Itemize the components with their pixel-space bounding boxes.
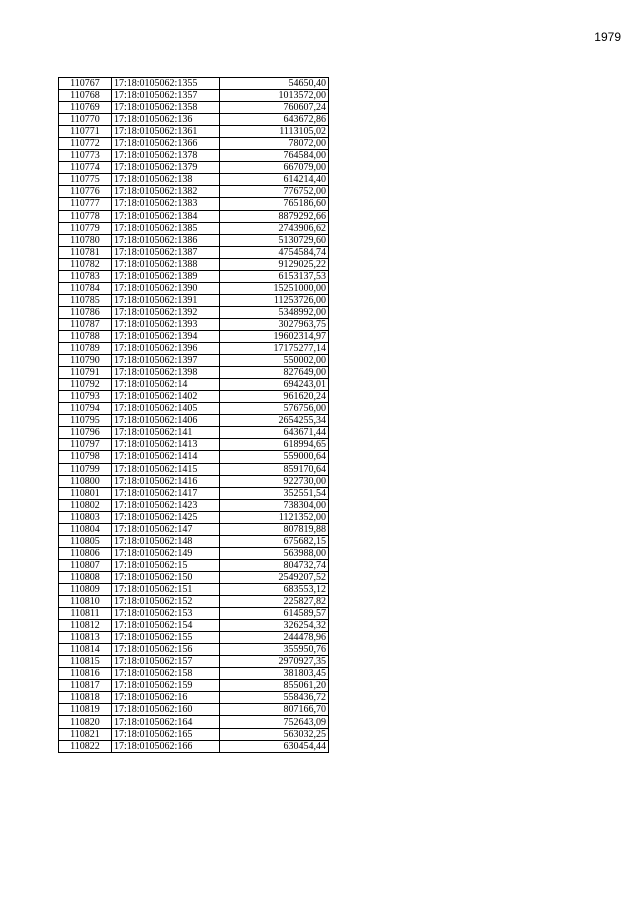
row-id-cell: 110788 [59, 330, 112, 342]
table-row [59, 728, 329, 740]
table-row [59, 535, 329, 547]
cadastral-number-cell: 17:18:0105062:1391 [112, 294, 220, 306]
cadastral-value-cell: 1013572,00 [220, 90, 329, 102]
cadastral-value-cell: 961620,24 [220, 391, 329, 403]
table-row [59, 680, 329, 692]
cadastral-value-cell: 3027963,75 [220, 318, 329, 330]
row-id-cell: 110796 [59, 427, 112, 439]
table-row [59, 355, 329, 367]
table-row [59, 162, 329, 174]
row-id-cell: 110799 [59, 463, 112, 475]
cadastral-number-cell: 17:18:0105062:136 [112, 114, 220, 126]
table-row [59, 198, 329, 210]
cadastral-number-cell: 17:18:0105062:16 [112, 692, 220, 704]
cadastral-value-cell: 17175277,14 [220, 343, 329, 355]
cadastral-value-cell: 765186,60 [220, 198, 329, 210]
cadastral-number-cell: 17:18:0105062:15 [112, 559, 220, 571]
table-row [59, 704, 329, 716]
cadastral-number-cell: 17:18:0105062:158 [112, 668, 220, 680]
cadastral-number-cell: 17:18:0105062:1417 [112, 487, 220, 499]
cadastral-value-cell: 5348992,00 [220, 306, 329, 318]
row-id-cell: 110803 [59, 511, 112, 523]
cadastral-value-cell: 550002,00 [220, 355, 329, 367]
cadastral-value-cell: 2654255,34 [220, 415, 329, 427]
cadastral-value-cell: 244478,96 [220, 632, 329, 644]
row-id-cell: 110805 [59, 535, 112, 547]
cadastral-value-cell: 2743906,62 [220, 222, 329, 234]
table-body [59, 78, 329, 753]
table-row [59, 583, 329, 595]
table-row [59, 668, 329, 680]
cadastral-number-cell: 17:18:0105062:1393 [112, 318, 220, 330]
row-id-cell: 110782 [59, 258, 112, 270]
row-id-cell: 110786 [59, 306, 112, 318]
row-id-cell: 110812 [59, 620, 112, 632]
table-row [59, 138, 329, 150]
row-id-cell: 110797 [59, 439, 112, 451]
cadastral-number-cell: 17:18:0105062:1378 [112, 150, 220, 162]
cadastral-value-cell: 9129025,22 [220, 258, 329, 270]
table-row [59, 126, 329, 138]
table-row [59, 294, 329, 306]
row-id-cell: 110772 [59, 138, 112, 150]
row-id-cell: 110810 [59, 596, 112, 608]
cadastral-value-cell: 8879292,66 [220, 210, 329, 222]
row-id-cell: 110807 [59, 559, 112, 571]
cadastral-value-cell: 15251000,00 [220, 282, 329, 294]
cadastral-number-cell: 17:18:0105062:1392 [112, 306, 220, 318]
row-id-cell: 110793 [59, 391, 112, 403]
row-id-cell: 110779 [59, 222, 112, 234]
row-id-cell: 110791 [59, 367, 112, 379]
cadastral-value-cell: 6153137,53 [220, 270, 329, 282]
cadastral-number-cell: 17:18:0105062:138 [112, 174, 220, 186]
cadastral-number-cell: 17:18:0105062:165 [112, 728, 220, 740]
cadastral-number-cell: 17:18:0105062:160 [112, 704, 220, 716]
cadastral-value-cell: 738304,00 [220, 499, 329, 511]
cadastral-value-cell: 630454,44 [220, 740, 329, 752]
row-id-cell: 110818 [59, 692, 112, 704]
cadastral-number-cell: 17:18:0105062:155 [112, 632, 220, 644]
row-id-cell: 110776 [59, 186, 112, 198]
row-id-cell: 110800 [59, 475, 112, 487]
cadastral-value-cell: 859170,64 [220, 463, 329, 475]
table-row [59, 716, 329, 728]
cadastral-value-cell: 694243,01 [220, 379, 329, 391]
cadastral-value-cell: 760607,24 [220, 102, 329, 114]
table-row [59, 90, 329, 102]
cadastral-value-cell: 19602314,97 [220, 330, 329, 342]
cadastral-value-cell: 776752,00 [220, 186, 329, 198]
cadastral-value-cell: 807819,88 [220, 523, 329, 535]
cadastral-number-cell: 17:18:0105062:150 [112, 571, 220, 583]
table-row [59, 306, 329, 318]
cadastral-number-cell: 17:18:0105062:154 [112, 620, 220, 632]
table-row [59, 596, 329, 608]
cadastral-number-cell: 17:18:0105062:1389 [112, 270, 220, 282]
cadastral-value-cell: 355950,76 [220, 644, 329, 656]
cadastral-number-cell: 17:18:0105062:1358 [112, 102, 220, 114]
cadastral-value-cell: 1113105,02 [220, 126, 329, 138]
table-row [59, 210, 329, 222]
cadastral-value-cell: 827649,00 [220, 367, 329, 379]
row-id-cell: 110821 [59, 728, 112, 740]
row-id-cell: 110813 [59, 632, 112, 644]
cadastral-value-cell: 326254,32 [220, 620, 329, 632]
cadastral-value-cell: 643672,86 [220, 114, 329, 126]
row-id-cell: 110781 [59, 246, 112, 258]
row-id-cell: 110785 [59, 294, 112, 306]
row-id-cell: 110780 [59, 234, 112, 246]
cadastral-value-cell: 559000,64 [220, 451, 329, 463]
table-row [59, 559, 329, 571]
table-row [59, 391, 329, 403]
row-id-cell: 110811 [59, 608, 112, 620]
table-row [59, 282, 329, 294]
row-id-cell: 110814 [59, 644, 112, 656]
cadastral-number-cell: 17:18:0105062:1406 [112, 415, 220, 427]
cadastral-number-cell: 17:18:0105062:1415 [112, 463, 220, 475]
row-id-cell: 110778 [59, 210, 112, 222]
cadastral-number-cell: 17:18:0105062:147 [112, 523, 220, 535]
row-id-cell: 110804 [59, 523, 112, 535]
table-row [59, 114, 329, 126]
cadastral-number-cell: 17:18:0105062:1423 [112, 499, 220, 511]
row-id-cell: 110809 [59, 583, 112, 595]
table-row [59, 439, 329, 451]
table-row [59, 102, 329, 114]
table-row [59, 330, 329, 342]
cadastral-number-cell: 17:18:0105062:1413 [112, 439, 220, 451]
cadastral-number-cell: 17:18:0105062:1357 [112, 90, 220, 102]
row-id-cell: 110773 [59, 150, 112, 162]
table-row [59, 234, 329, 246]
row-id-cell: 110817 [59, 680, 112, 692]
table-row [59, 463, 329, 475]
row-id-cell: 110808 [59, 571, 112, 583]
cadastral-number-cell: 17:18:0105062:1390 [112, 282, 220, 294]
cadastral-number-cell: 17:18:0105062:164 [112, 716, 220, 728]
cadastral-number-cell: 17:18:0105062:1394 [112, 330, 220, 342]
row-id-cell: 110798 [59, 451, 112, 463]
row-id-cell: 110822 [59, 740, 112, 752]
row-id-cell: 110774 [59, 162, 112, 174]
cadastral-value-cell: 855061,20 [220, 680, 329, 692]
row-id-cell: 110792 [59, 379, 112, 391]
table-row [59, 427, 329, 439]
table-row [59, 499, 329, 511]
cadastral-value-cell: 614589,57 [220, 608, 329, 620]
cadastral-number-cell: 17:18:0105062:1361 [112, 126, 220, 138]
cadastral-number-cell: 17:18:0105062:148 [112, 535, 220, 547]
row-id-cell: 110771 [59, 126, 112, 138]
table-row [59, 523, 329, 535]
cadastral-value-table [58, 77, 329, 753]
cadastral-value-cell: 764584,00 [220, 150, 329, 162]
cadastral-number-cell: 17:18:0105062:1388 [112, 258, 220, 270]
table-row [59, 258, 329, 270]
table-row [59, 343, 329, 355]
cadastral-number-cell: 17:18:0105062:151 [112, 583, 220, 595]
cadastral-value-cell: 804732,74 [220, 559, 329, 571]
row-id-cell: 110768 [59, 90, 112, 102]
cadastral-value-cell: 614214,40 [220, 174, 329, 186]
row-id-cell: 110795 [59, 415, 112, 427]
table-row [59, 150, 329, 162]
cadastral-value-cell: 54650,40 [220, 78, 329, 90]
row-id-cell: 110820 [59, 716, 112, 728]
cadastral-value-cell: 78072,00 [220, 138, 329, 150]
cadastral-value-cell: 1121352,00 [220, 511, 329, 523]
table-row [59, 174, 329, 186]
row-id-cell: 110783 [59, 270, 112, 282]
table-row [59, 632, 329, 644]
cadastral-number-cell: 17:18:0105062:1397 [112, 355, 220, 367]
row-id-cell: 110784 [59, 282, 112, 294]
cadastral-number-cell: 17:18:0105062:153 [112, 608, 220, 620]
table-row [59, 78, 329, 90]
cadastral-number-cell: 17:18:0105062:1379 [112, 162, 220, 174]
cadastral-value-cell: 807166,70 [220, 704, 329, 716]
table-row [59, 222, 329, 234]
cadastral-number-cell: 17:18:0105062:1405 [112, 403, 220, 415]
row-id-cell: 110767 [59, 78, 112, 90]
cadastral-value-cell: 225827,82 [220, 596, 329, 608]
row-id-cell: 110806 [59, 547, 112, 559]
cadastral-value-cell: 643671,44 [220, 427, 329, 439]
cadastral-number-cell: 17:18:0105062:1383 [112, 198, 220, 210]
table-row [59, 656, 329, 668]
cadastral-value-cell: 922730,00 [220, 475, 329, 487]
cadastral-number-cell: 17:18:0105062:1386 [112, 234, 220, 246]
cadastral-number-cell: 17:18:0105062:1414 [112, 451, 220, 463]
row-id-cell: 110777 [59, 198, 112, 210]
cadastral-value-cell: 576756,00 [220, 403, 329, 415]
cadastral-number-cell: 17:18:0105062:157 [112, 656, 220, 668]
row-id-cell: 110816 [59, 668, 112, 680]
cadastral-value-cell: 563988,00 [220, 547, 329, 559]
table-row [59, 186, 329, 198]
cadastral-value-cell: 558436,72 [220, 692, 329, 704]
table-row [59, 511, 329, 523]
cadastral-number-cell: 17:18:0105062:1387 [112, 246, 220, 258]
table-row [59, 246, 329, 258]
table-row [59, 487, 329, 499]
table-row [59, 475, 329, 487]
cadastral-value-cell: 2970927,35 [220, 656, 329, 668]
row-id-cell: 110789 [59, 343, 112, 355]
cadastral-value-cell: 752643,09 [220, 716, 329, 728]
cadastral-value-cell: 683553,12 [220, 583, 329, 595]
cadastral-number-cell: 17:18:0105062:14 [112, 379, 220, 391]
cadastral-number-cell: 17:18:0105062:1402 [112, 391, 220, 403]
table-row [59, 367, 329, 379]
table-row [59, 270, 329, 282]
cadastral-number-cell: 17:18:0105062:1385 [112, 222, 220, 234]
table-row [59, 379, 329, 391]
cadastral-number-cell: 17:18:0105062:1396 [112, 343, 220, 355]
cadastral-value-cell: 618994,65 [220, 439, 329, 451]
cadastral-value-cell: 11253726,00 [220, 294, 329, 306]
row-id-cell: 110769 [59, 102, 112, 114]
cadastral-number-cell: 17:18:0105062:149 [112, 547, 220, 559]
row-id-cell: 110802 [59, 499, 112, 511]
cadastral-number-cell: 17:18:0105062:1382 [112, 186, 220, 198]
cadastral-value-cell: 2549207,52 [220, 571, 329, 583]
page-number: 1979 [594, 30, 621, 44]
cadastral-value-cell: 381803,45 [220, 668, 329, 680]
table-row [59, 415, 329, 427]
table-row [59, 692, 329, 704]
cadastral-number-cell: 17:18:0105062:1384 [112, 210, 220, 222]
row-id-cell: 110770 [59, 114, 112, 126]
table-row [59, 403, 329, 415]
cadastral-number-cell: 17:18:0105062:1398 [112, 367, 220, 379]
row-id-cell: 110787 [59, 318, 112, 330]
cadastral-number-cell: 17:18:0105062:152 [112, 596, 220, 608]
cadastral-value-cell: 5130729,60 [220, 234, 329, 246]
cadastral-number-cell: 17:18:0105062:1366 [112, 138, 220, 150]
table-row [59, 740, 329, 752]
table-row [59, 318, 329, 330]
cadastral-number-cell: 17:18:0105062:1355 [112, 78, 220, 90]
row-id-cell: 110790 [59, 355, 112, 367]
table-row [59, 620, 329, 632]
cadastral-value-cell: 675682,15 [220, 535, 329, 547]
cadastral-value-cell: 352551,54 [220, 487, 329, 499]
row-id-cell: 110775 [59, 174, 112, 186]
cadastral-number-cell: 17:18:0105062:159 [112, 680, 220, 692]
row-id-cell: 110815 [59, 656, 112, 668]
cadastral-number-cell: 17:18:0105062:141 [112, 427, 220, 439]
cadastral-value-cell: 667079,00 [220, 162, 329, 174]
row-id-cell: 110819 [59, 704, 112, 716]
table-row [59, 608, 329, 620]
row-id-cell: 110794 [59, 403, 112, 415]
cadastral-number-cell: 17:18:0105062:1425 [112, 511, 220, 523]
table-row [59, 644, 329, 656]
cadastral-value-cell: 563032,25 [220, 728, 329, 740]
cadastral-value-cell: 4754584,74 [220, 246, 329, 258]
table-row [59, 451, 329, 463]
table-row [59, 571, 329, 583]
row-id-cell: 110801 [59, 487, 112, 499]
cadastral-number-cell: 17:18:0105062:166 [112, 740, 220, 752]
table-row [59, 547, 329, 559]
cadastral-number-cell: 17:18:0105062:156 [112, 644, 220, 656]
cadastral-number-cell: 17:18:0105062:1416 [112, 475, 220, 487]
